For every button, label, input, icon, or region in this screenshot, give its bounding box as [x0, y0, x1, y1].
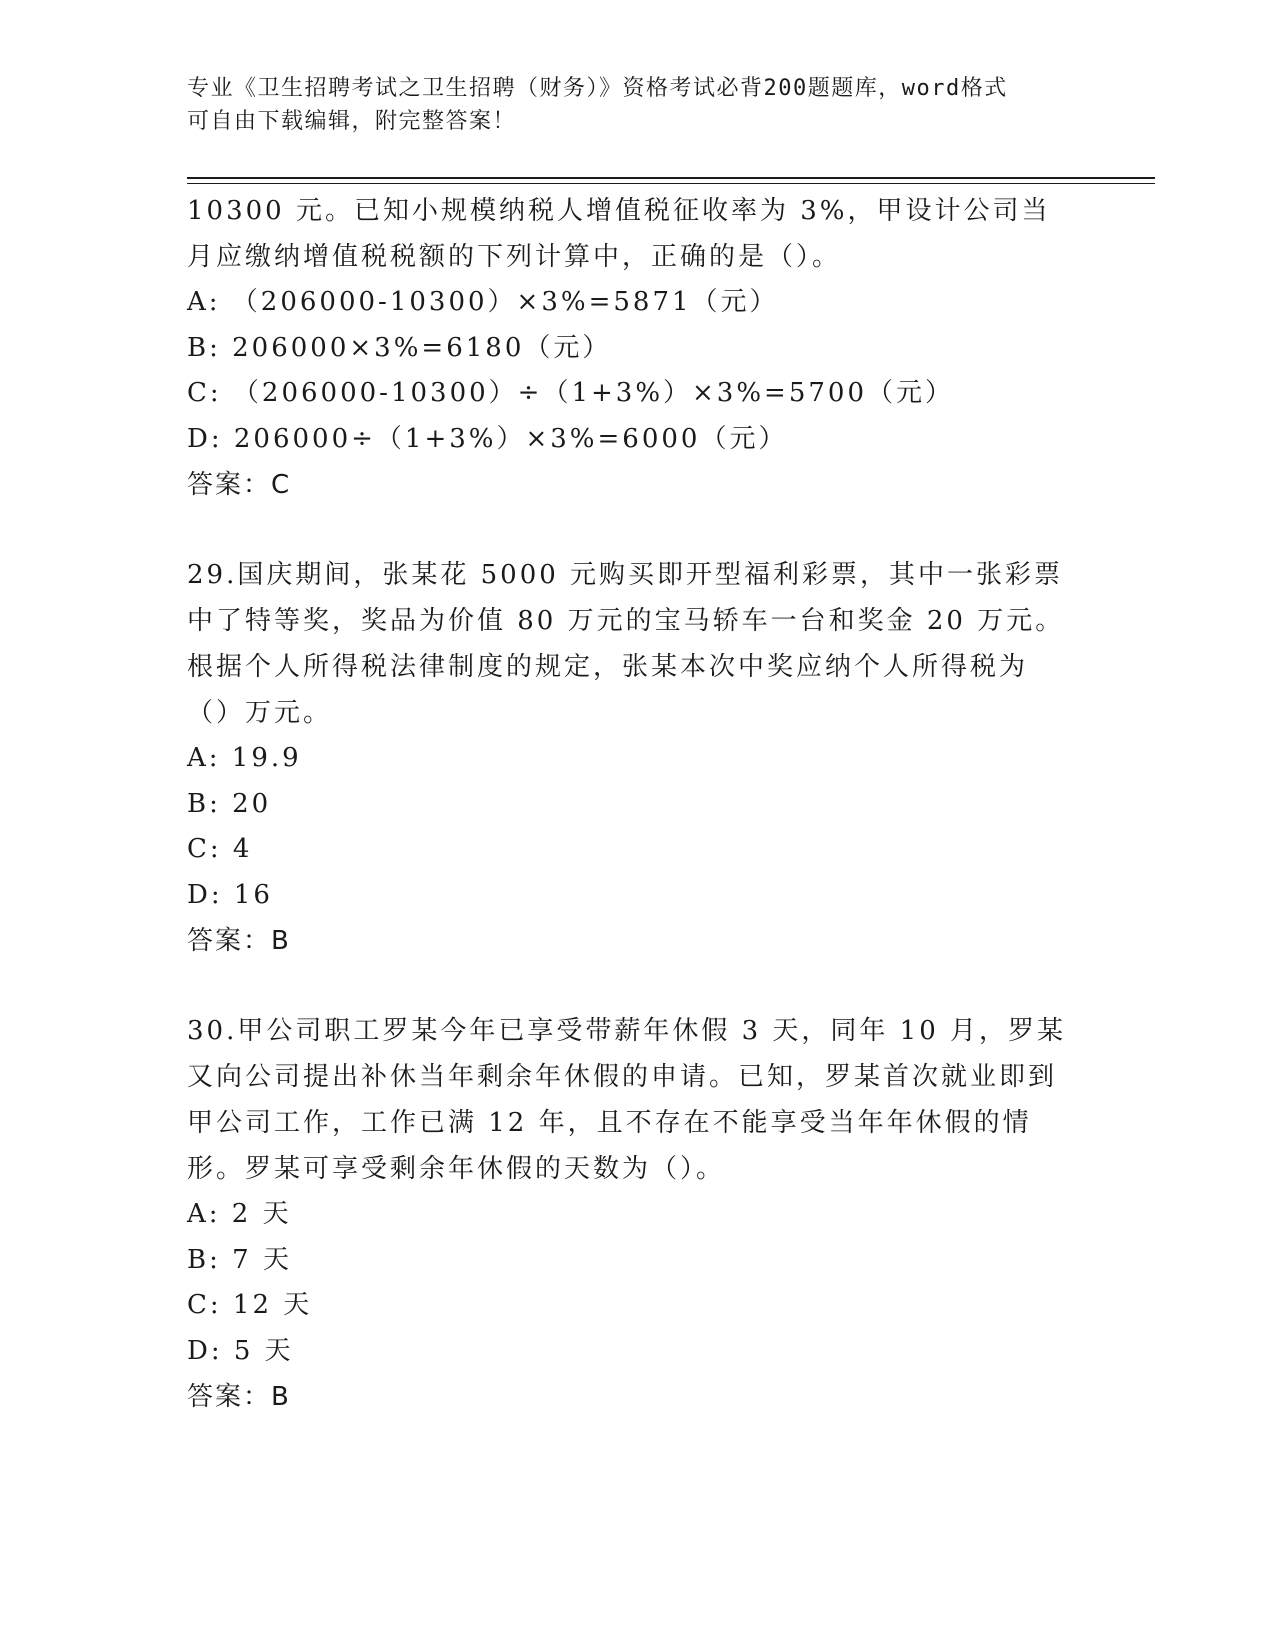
header-divider-thin	[187, 183, 1155, 184]
question-29	[187, 552, 1067, 964]
option-c: C: 12 天	[187, 1290, 313, 1320]
option-d: D: 206000÷（1+3%）×3%=6000（元）	[187, 423, 788, 454]
option-d: D: 5 天	[187, 1335, 294, 1366]
answer: 答案：B	[187, 1382, 291, 1412]
option-a: A: 19.9	[187, 743, 302, 773]
header-divider-thick	[187, 177, 1155, 179]
question-spacer	[187, 964, 1067, 1008]
option-b: B: 20	[187, 788, 272, 819]
option-b: B: 7 天	[187, 1244, 292, 1275]
option-c: C: （206000-10300）÷（1+3%）×3%=5700（元）	[187, 378, 955, 408]
document-body	[187, 188, 1067, 1420]
option-d: D: 16	[187, 879, 273, 910]
document-header	[187, 72, 1087, 138]
question-stem: 10300 元。已知小规模纳税人增值税征收率为 3%，甲设计公司当月应缴纳增值税税额的下列计算中，正确的是（）。	[187, 196, 1051, 272]
answer: 答案：C	[187, 470, 292, 500]
question-stem: 29.国庆期间，张某花 5000 元购买即开型福利彩票，其中一张彩票中了特等奖，奖品为价值 80 万元的宝马轿车一台和奖金 20 万元。根据个人所得税法律制度的规定，张某本次中奖应纳个人所得税为（）万元。	[187, 560, 1065, 728]
option-a: A: （206000-10300）×3%=5871（元）	[187, 287, 779, 317]
question-stem: 30.甲公司职工罗某今年已享受带薪年休假 3 天，同年 10 月，罗某又向公司提出补休当年剩余年休假的申请。已知，罗某首次就业即到甲公司工作，工作已满 12 年，且不存在不能享受当年年休假的情形。罗某可享受剩余年休假的天数为（）。	[187, 1016, 1067, 1184]
answer: 答案：B	[187, 926, 291, 956]
option-c: C: 4	[187, 834, 253, 864]
header-line-1: 专业《卫生招聘考试之卫生招聘（财务）》资格考试必背200题题库，word格式	[187, 76, 1008, 101]
option-a: A: 2 天	[187, 1199, 292, 1229]
header-line-2: 可自由下载编辑，附完整答案！	[187, 109, 517, 134]
question-28	[187, 188, 1067, 508]
option-b: B: 206000×3%=6180（元）	[187, 332, 612, 363]
question-30	[187, 1008, 1067, 1420]
question-spacer	[187, 508, 1067, 552]
